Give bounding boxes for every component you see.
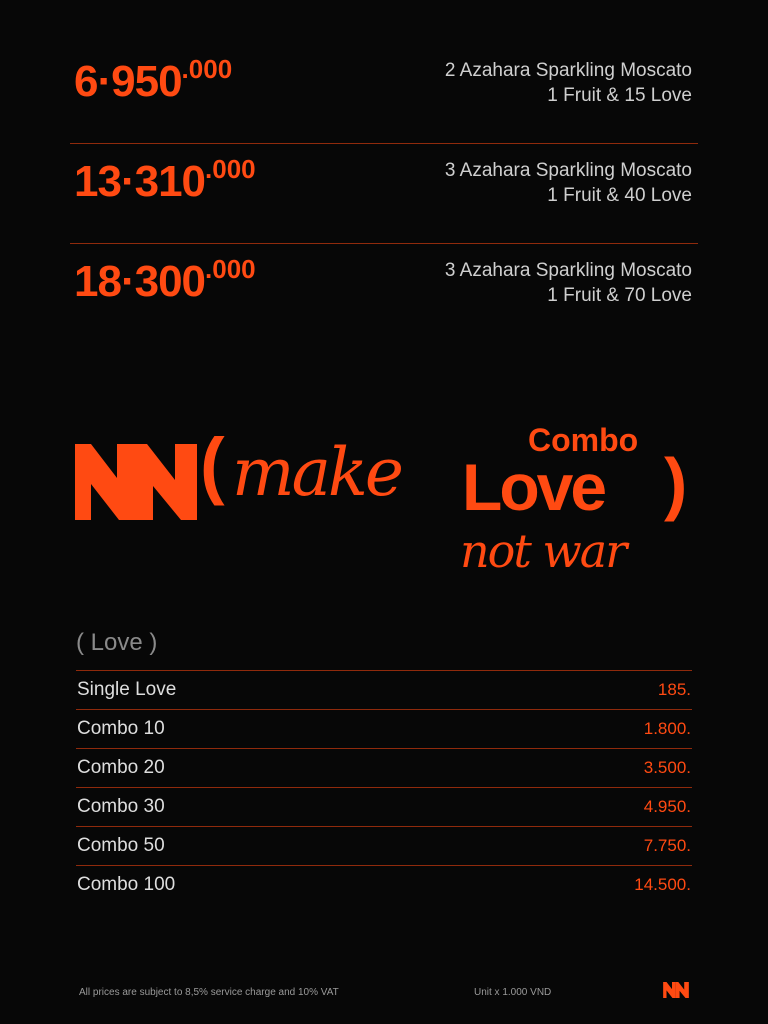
menu-item-name: Single Love xyxy=(77,679,177,700)
menu-item-price: 7.750. xyxy=(643,836,691,855)
footer-note: All prices are subject to 8,5% service charge and 10% VAT xyxy=(79,987,339,998)
menu-item-name: Combo 10 xyxy=(77,718,165,739)
package-description xyxy=(445,158,692,208)
menu-item-name: Combo 50 xyxy=(77,835,165,856)
package-price xyxy=(74,256,256,304)
menu-item-price: 1.800. xyxy=(643,719,691,738)
hero-not-war: not war xyxy=(460,524,626,578)
hero-title xyxy=(0,410,768,590)
package-list xyxy=(70,44,698,343)
package-description xyxy=(445,258,692,308)
hero-paren-close: ) xyxy=(664,444,688,522)
love-menu-heading: ( Love ) xyxy=(76,629,158,656)
brand-logo-icon xyxy=(662,982,690,998)
package-price-main: 6·950 xyxy=(74,57,182,106)
package-price-decimal: .000 xyxy=(205,154,256,184)
menu-row xyxy=(76,826,692,865)
package-line-1: 3 Azahara Sparkling Moscato xyxy=(444,260,692,281)
menu-item-name: Combo 30 xyxy=(77,796,165,817)
package-line-2: 1 Fruit & 15 Love xyxy=(547,85,692,106)
menu-item-price: 185. xyxy=(657,680,691,699)
package-price-decimal: .000 xyxy=(205,254,256,284)
hero-love-word: Love xyxy=(462,450,605,524)
package-price-main: 13·310 xyxy=(74,157,206,206)
menu-item-price: 4.950. xyxy=(643,797,691,816)
package-item xyxy=(70,44,698,144)
menu-row xyxy=(76,709,692,748)
package-item xyxy=(70,144,698,244)
menu-item-name: Combo 100 xyxy=(77,874,176,895)
menu-item-price: 14.500. xyxy=(634,875,691,894)
hero-combo-word: Combo xyxy=(528,422,639,458)
package-line-2: 1 Fruit & 70 Love xyxy=(547,285,692,306)
menu-row xyxy=(76,748,692,787)
brand-logo-icon xyxy=(75,444,197,520)
package-price xyxy=(74,56,232,104)
footer-unit: Unit x 1.000 VND xyxy=(474,987,552,998)
menu-row xyxy=(76,670,692,709)
package-description xyxy=(445,58,692,108)
menu-row xyxy=(76,787,692,826)
menu-item-name: Combo 20 xyxy=(77,757,165,778)
package-line-1: 2 Azahara Sparkling Moscato xyxy=(444,60,692,81)
hero-make-word: make xyxy=(232,434,401,511)
package-item xyxy=(70,244,698,343)
package-price-main: 18·300 xyxy=(74,257,206,306)
menu-item-price: 3.500. xyxy=(643,758,691,777)
package-line-2: 1 Fruit & 40 Love xyxy=(547,185,692,206)
love-menu xyxy=(76,628,692,904)
package-price-decimal: .000 xyxy=(181,54,233,84)
package-line-1: 3 Azahara Sparkling Moscato xyxy=(444,160,692,181)
hero-paren-open: ( xyxy=(200,423,225,506)
package-price xyxy=(74,156,256,204)
menu-row xyxy=(76,865,692,904)
